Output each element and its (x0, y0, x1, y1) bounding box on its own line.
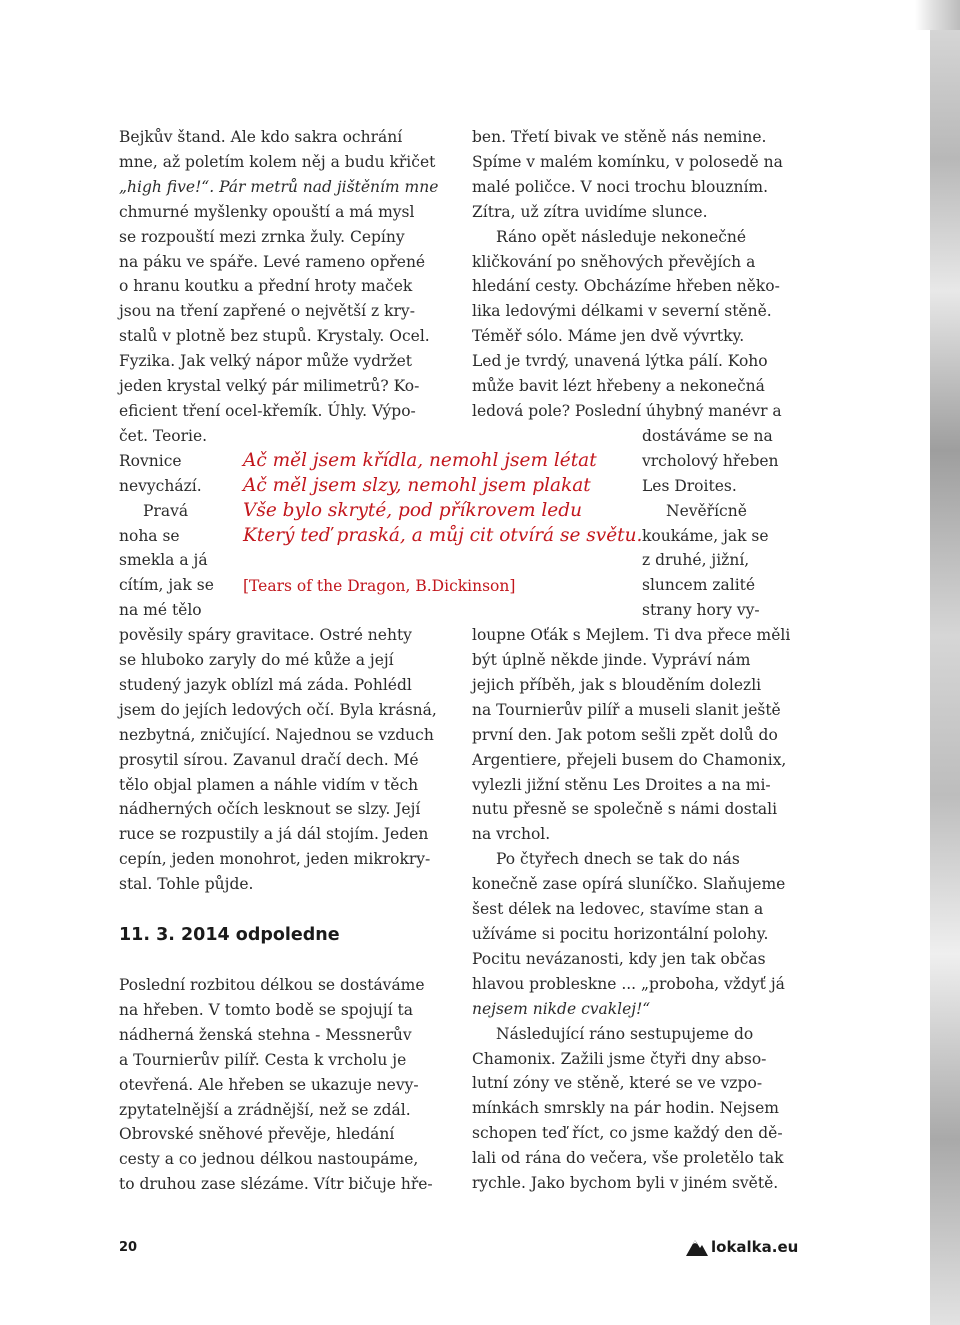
text-line: „high five!“. Pár metrů nad jištěním mne (119, 177, 439, 196)
text-line: ruce se rozpustily a já dál stojím. Jeden (119, 825, 429, 844)
text-line: prosytil sírou. Zavanul dračí dech. Mé (119, 750, 419, 769)
section-heading: 11. 3. 2014 odpoledne (119, 925, 340, 945)
logo-text: lokalka.eu (711, 1238, 799, 1256)
text-line: otevřená. Ale hřeben se ukazuje nevy- (119, 1075, 419, 1094)
text-line: mínkách smrskly na pár hodin. Nejsem (472, 1099, 779, 1118)
text-line: ledová pole? Poslední úhybný manévr a (472, 401, 782, 420)
text-line: zpytatelnější a zrádnější, než se zdál. (119, 1100, 411, 1119)
text-line: z druhé, jižní, (642, 551, 750, 570)
text-line: Spíme v malém komínku, v polosedě na (472, 152, 783, 171)
text-line: Poslední rozbitou délkou se dostáváme (119, 976, 425, 994)
text-line: Ráno opět následuje nekonečné (496, 227, 747, 246)
rock-photo-edge (930, 0, 960, 1325)
text-line: koukáme, jak se (642, 526, 769, 545)
text-line: nezbytná, zničující. Najednou se vzduch (119, 725, 434, 744)
site-logo[interactable] (686, 1236, 798, 1258)
text-line: vylezli jižní stěnu Les Droites a na mi- (472, 775, 771, 794)
text-line: šest délek na ledovec, stavíme stan a (472, 900, 764, 919)
text-line: nevychází. (119, 476, 202, 495)
text-line: lali od rána do večera, vše proletělo tak (472, 1149, 784, 1168)
lyrics-line: Který teď praská, a můj cit otvírá se světu. (243, 525, 643, 546)
text-line: Les Droites. (642, 476, 737, 495)
text-line: malé poličce. V noci trochu blouzním. (472, 177, 769, 196)
text-line: Fyzika. Jak velký nápor může vydržet (119, 352, 413, 371)
text-line: noha se (119, 526, 180, 545)
text-line: rychle. Jako bychom byli v jiném světě. (472, 1174, 779, 1193)
text-line: cepín, jeden monohrot, jeden mikrokry- (119, 850, 431, 869)
page-number: 20 (119, 1240, 138, 1255)
text-line: být úplně někde jinde. Vypráví nám (472, 651, 751, 670)
text-line: na vrchol. (472, 825, 551, 844)
text-line: první den. Jak potom sešli zpět dolů do (472, 725, 778, 744)
text-line: čet. Teorie. (119, 426, 208, 445)
text-line: konečně zase opírá sluníčko. Slaňujeme (472, 875, 786, 894)
text-line: to druhou zase slézáme. Vítr bičuje hře- (119, 1175, 433, 1194)
mountain-logo-icon (686, 1238, 708, 1256)
text-line: Téměř sólo. Máme jen dvě vývrtky. (472, 327, 745, 346)
text-line: pověsily spáry gravitace. Ostré nehty (119, 626, 412, 645)
text-line: se rozpouští mezi zrnka žuly. Cepíny (119, 227, 405, 246)
text-line: Pravá (143, 501, 189, 520)
text-line: sluncem zalité (642, 576, 756, 595)
text-line: stal. Tohle půjde. (119, 875, 254, 894)
text-line: na Tournierův pilíř a museli slanit ještě (472, 700, 781, 719)
text-line: a Tournierův pilíř. Cesta k vrcholu je (119, 1050, 407, 1069)
text-line: lika ledovými délkami v severní stěně. (472, 302, 772, 321)
rock-photo-corner (915, 0, 960, 30)
lyrics-line: Vše bylo skryté, pod příkrovem ledu (243, 500, 582, 521)
text-line: stalů v plotně bez stupů. Krystaly. Ocel. (119, 327, 430, 346)
right-column-text (472, 125, 792, 1196)
text-line: strany hory vy- (642, 601, 760, 620)
text-line: lutní zóny ve stěně, které se ve vzpo- (472, 1074, 763, 1093)
text-line: se hluboko zaryly do mé kůže a její (119, 651, 394, 670)
text-line: tělo objal plamen a náhle vidím v těch (119, 775, 419, 794)
text-line: dostáváme se na (642, 426, 773, 445)
text-line: jejich příběh, jak s blouděním dolezli (472, 675, 762, 694)
text-line: jsem do jejích ledových očí. Byla krásná, (119, 700, 437, 719)
text-line: o hranu koutku a přední hroty maček (119, 277, 413, 296)
text-line: Rovnice (119, 451, 182, 470)
text-line: cesty a co jednou délkou nastoupáme, (119, 1150, 419, 1169)
text-line: nádherných očích lesknout se slzy. Její (119, 800, 421, 819)
text-line: nutu přesně se společně s námi dostali (472, 800, 778, 819)
text-line: Led je tvrdý, unavená lýtka pálí. Koho (472, 352, 768, 371)
text-line: nádherná ženská stehna - Messnerův (119, 1025, 412, 1044)
lyrics-credit: [Tears of the Dragon, B.Dickinson] (243, 577, 516, 595)
text-line: na hřeben. V tomto bodě se spojují ta (119, 1000, 414, 1019)
text-line: Obrovské sněhové převěje, hledání (119, 1125, 395, 1144)
text-line: chmurné myšlenky opouští a má mysl (119, 202, 415, 221)
text-line: kličkování po sněhových převějích a (472, 252, 756, 271)
text-line: na páku ve spáře. Levé rameno opřené (119, 252, 426, 271)
text-line: hlavou probleskne ... „proboha, vždyť já (472, 974, 785, 993)
lyrics-line: Ač měl jsem slzy, nemohl jsem plakat (243, 475, 591, 496)
text-line: loupne Oťák s Mejlem. Ti dva přece měli (472, 626, 791, 645)
text-line: Po čtyřech dnech se tak do nás (496, 850, 740, 869)
text-line: eficient tření ocel-křemík. Úhly. Výpo- (119, 401, 416, 420)
lyrics-line: Ač měl jsem křídla, nemohl jsem létat (243, 450, 597, 471)
text-line: mne, až poletím kolem něj a budu křičet (119, 152, 436, 171)
text-line: ben. Třetí bivak ve stěně nás nemine. (472, 128, 767, 146)
left-column-bottom-text (119, 973, 439, 1197)
text-line: Následující ráno sestupujeme do (496, 1024, 754, 1043)
text-line: cítím, jak se (119, 576, 214, 595)
text-line: Zítra, už zítra uvidíme slunce. (472, 202, 708, 221)
text-line: schopen teď říct, co jsme každý den dě- (472, 1124, 783, 1143)
text-line: na mé tělo (119, 601, 202, 620)
text-line: Chamonix. Zažili jsme čtyři dny abso- (472, 1049, 767, 1068)
text-line: užíváme si pocitu horizontální polohy. (472, 925, 769, 943)
text-line: jsou na tření zapřené o největší z kry- (119, 302, 415, 321)
text-line: hledání cesty. Obcházíme hřeben něko- (472, 277, 780, 296)
text-line: smekla a já (119, 551, 208, 570)
text-line: nejsem nikde cvaklej!“ (472, 999, 651, 1018)
text-line: může bavit lézt hřebeny a nekonečná (472, 377, 765, 396)
text-line: studený jazyk oblízl má záda. Pohlédl (119, 675, 412, 694)
text-line: jeden krystal velký pár milimetrů? Ko- (119, 377, 420, 396)
text-line: Pocitu nevázanosti, kdy jen tak občas (472, 949, 766, 968)
text-line: vrcholový hřeben (642, 451, 779, 470)
text-line: Nevěřícně (666, 501, 747, 520)
text-line: Bejkův štand. Ale kdo sakra ochrání (119, 128, 403, 146)
text-line: Argentiere, přejeli busem do Chamonix, (472, 750, 787, 769)
